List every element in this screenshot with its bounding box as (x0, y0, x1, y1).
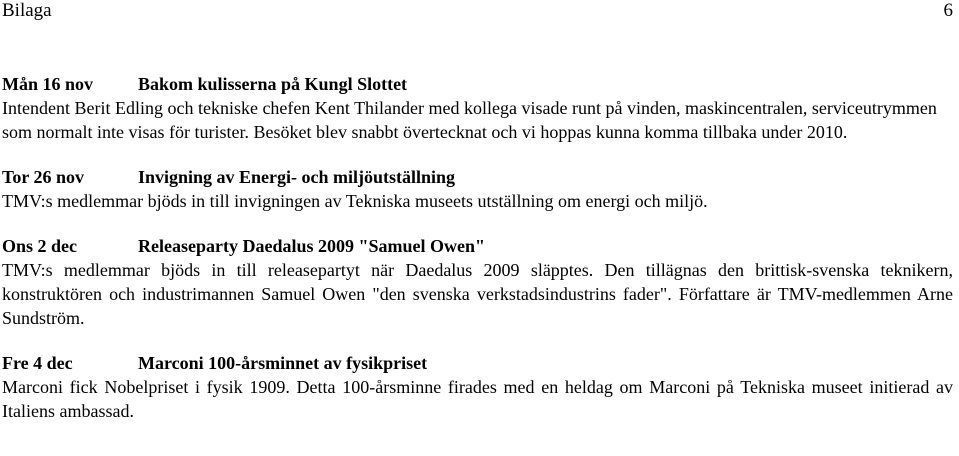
event-date: Fre 4 dec (2, 353, 73, 373)
event-description: TMV:s medlemmar bjöds in till releasepartyt när Daedalus 2009 släpptes. Den tillägnas den brittisk-svenska teknikern, konstruktören och industrimannen Samuel Owen "den svenska verkstadsindustrins fader". Författare är TMV-medlemmen Arne Sundström. (2, 260, 953, 328)
event-description: TMV:s medlemmar bjöds in till invigningen av Tekniska museets utställning om energi och miljö. (2, 191, 708, 211)
event-date: Mån 16 nov (2, 74, 94, 94)
event-heading (2, 234, 953, 258)
event-list (2, 72, 953, 444)
event-description: Marconi fick Nobelpriset i fysik 1909. Detta 100-årsminne firades med en heldag om Marconi på Tekniska museet initierad av Italiens ambassad. (2, 377, 953, 421)
event-title: Releaseparty Daedalus 2009 "Samuel Owen" (138, 236, 485, 256)
event-title: Bakom kulisserna på Kungl Slottet (138, 74, 408, 94)
section-title: Bilaga (2, 0, 52, 21)
event-title: Invigning av Energi- och miljöutställning (138, 167, 456, 187)
event-description: Intendent Berit Edling och tekniske chefen Kent Thilander med kollega visade runt på vinden, maskincentralen, serviceutrymmen som normalt inte visas för turister. Besöket blev snabbt övertecknat och vi hoppas kunna komma tillbaka under 2010. (2, 98, 937, 142)
event-heading (2, 351, 953, 375)
event-item (2, 351, 953, 423)
event-item (2, 165, 953, 213)
event-date: Ons 2 dec (2, 236, 78, 256)
event-item (2, 234, 953, 330)
event-heading (2, 72, 953, 96)
page-number: 6 (943, 0, 953, 21)
event-title: Marconi 100-årsminnet av fysikpriset (138, 353, 428, 373)
event-item (2, 72, 953, 144)
event-heading (2, 165, 953, 189)
event-date: Tor 26 nov (2, 167, 85, 187)
page-header (2, 0, 953, 24)
